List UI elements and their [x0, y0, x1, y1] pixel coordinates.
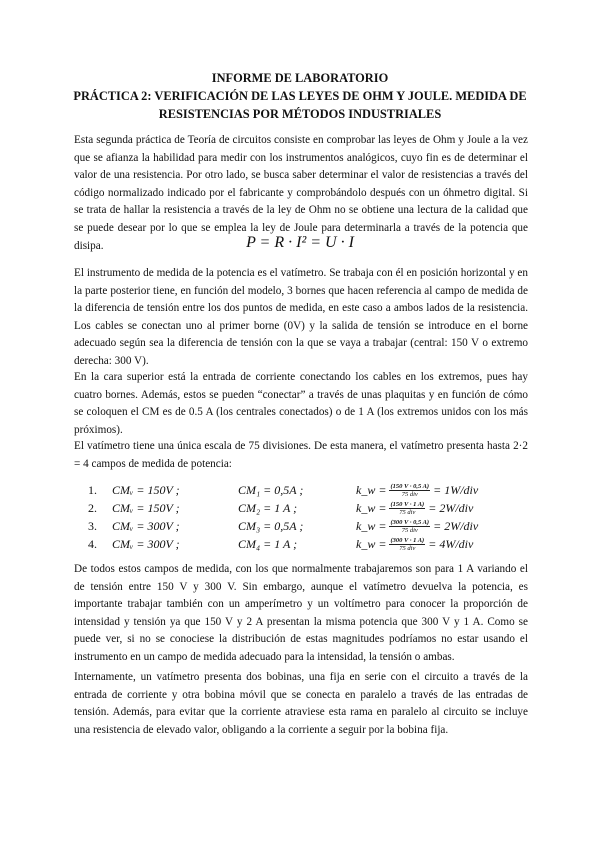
wattmeter-paragraph: El instrumento de medida de la potencia es el vatímetro. Se trabaja con él en posición horizontal y en la parte posterior tiene, en función del modelo, 3 bornes que hacen referencia al campo de medida de la diferencia de tensión entre los dos puntos de medida, en este caso a ambos lados de la resistencia. Los cables se conectan uno al primer borne (0V) y la salida de tensión se introduce en el borne adecuado según sea la diferencia de tensión con la que se vaya a trabajar (central: 150 V o extremo derecha: 300 V). [74, 267, 528, 367]
kw-result: = 1W/div [433, 482, 479, 497]
item-number: 2. [88, 500, 97, 515]
numerator: (150 V · 1 A) [390, 500, 425, 508]
list-item [88, 481, 528, 499]
denominator: 75 div [401, 526, 418, 534]
list-item [88, 517, 528, 535]
item-number: 4. [88, 536, 97, 551]
constant-formula [356, 537, 473, 552]
list-item [88, 499, 528, 517]
scale-paragraph: El vatímetro tiene una única escala de 75 divisiones. De esta manera, el vatímetro presenta hasta 2·2 = 4 campos de medida de potencia: [74, 440, 528, 470]
kw-result: = 2W/div [433, 518, 479, 533]
internal-coils-paragraph: Internamente, un vatímetro presenta dos bobinas, una fija en serie con el circuito a través de la entrada de corriente y otra bobina móvil que se conecta en paralelo a través de las entradas de tensión. Además, para evitar que la corriente atraviese esta rama en paralelo al circuito se incluye una resistencia de elevado valor, obligando a la corriente a seguir por la bobina fija. [74, 671, 528, 736]
constant-formula [356, 501, 473, 516]
voltage-range: CMᵥ = 150V ; [112, 500, 180, 515]
current-range: CM₂ = 1 A ; [238, 500, 298, 515]
item-number: 3. [88, 518, 97, 533]
denominator: 75 div [399, 544, 416, 552]
kw-label: k_w = [356, 536, 387, 551]
constant-formula [356, 519, 478, 534]
practice-title-line2: RESISTENCIAS POR MÉTODOS INDUSTRIALES [158, 107, 442, 121]
voltage-range: CMᵥ = 300V ; [112, 536, 180, 551]
practice-title-line1: PRÁCTICA 2: VERIFICACIÓN DE LAS LEYES DE OHM Y JOULE. MEDIDA DE [73, 89, 527, 103]
fraction [389, 483, 430, 498]
current-range: CM₄ = 1 A ; [238, 536, 298, 551]
current-input-paragraph: En la cara superior está la entrada de corriente conectando los cables en los extremos, pues hay cuatro bornes. Además, estos se pueden “conectar” a través de unas plaquitas y en función de cómo se coloquen el CM es de 0.5 A (los centrales conectados) o de 1 A (los extremos unidos con los más próximos). [74, 371, 528, 436]
report-title: INFORME DE LABORATORIO [211, 71, 389, 85]
item-number: 1. [88, 482, 97, 497]
current-range: CM₃ = 0,5A ; [238, 518, 304, 533]
current-range: CM₁ = 0,5A ; [238, 482, 304, 497]
joule-formula: P = R · I² = U · I [246, 234, 354, 251]
fraction [389, 501, 425, 516]
denominator: 75 div [401, 490, 418, 498]
kw-label: k_w = [356, 518, 387, 533]
fraction [389, 519, 430, 534]
intro-paragraph: Esta segunda práctica de Teoría de circuitos consiste en comprobar las leyes de Ohm y Joule a la vez que se afianza la habilidad para medir con los instrumentos analógicos, cuyo fin es de determinar el valor de una resistencia. Por otro lado, se busca saber determinar el valor de resistencias a través del código normalizado indicado por el fabricante y comprobándolo después con un óhmetro digital. Si se trata de hallar la resistencia a través de la ley de Ohm no se obtiene una lectura de la calidad que se puede desear por lo que se emplea la ley de Joule para determinarla a través de la potencia que disipa. [74, 134, 528, 252]
kw-result: = 4W/div [428, 536, 474, 551]
kw-label: k_w = [356, 500, 387, 515]
list-item [88, 535, 528, 553]
voltage-range: CMᵥ = 150V ; [112, 482, 180, 497]
numerator: (300 V · 1 A) [390, 536, 425, 544]
numerator: (300 V · 0,5 A) [390, 518, 430, 526]
measurement-ranges-list [88, 481, 528, 553]
kw-label: k_w = [356, 482, 387, 497]
ranges-discussion-paragraph: De todos estos campos de medida, con los que normalmente trabajaremos son para 1 A variando el de tensión entre 150 V y 300 V. Sin embargo, aunque el vatímetro devuelva la potencia, es importante trabajar también con un amperímetro y un voltímetro para conocer la proporción de intensidad y tensión ya que 150 V y 2 A presentan la misma potencia que 300 V y 1 A. Como se puede ver, si no se conociese la distribución de estas magnitudes podríamos no estar usando el instrumento en un campo de medida adecuado para la intensidad, la tensión o ambas. [74, 563, 528, 663]
denominator: 75 div [399, 508, 416, 516]
constant-formula [356, 483, 478, 498]
fraction [389, 537, 425, 552]
voltage-range: CMᵥ = 300V ; [112, 518, 180, 533]
kw-result: = 2W/div [428, 500, 474, 515]
numerator: (150 V · 0,5 A) [390, 482, 430, 490]
